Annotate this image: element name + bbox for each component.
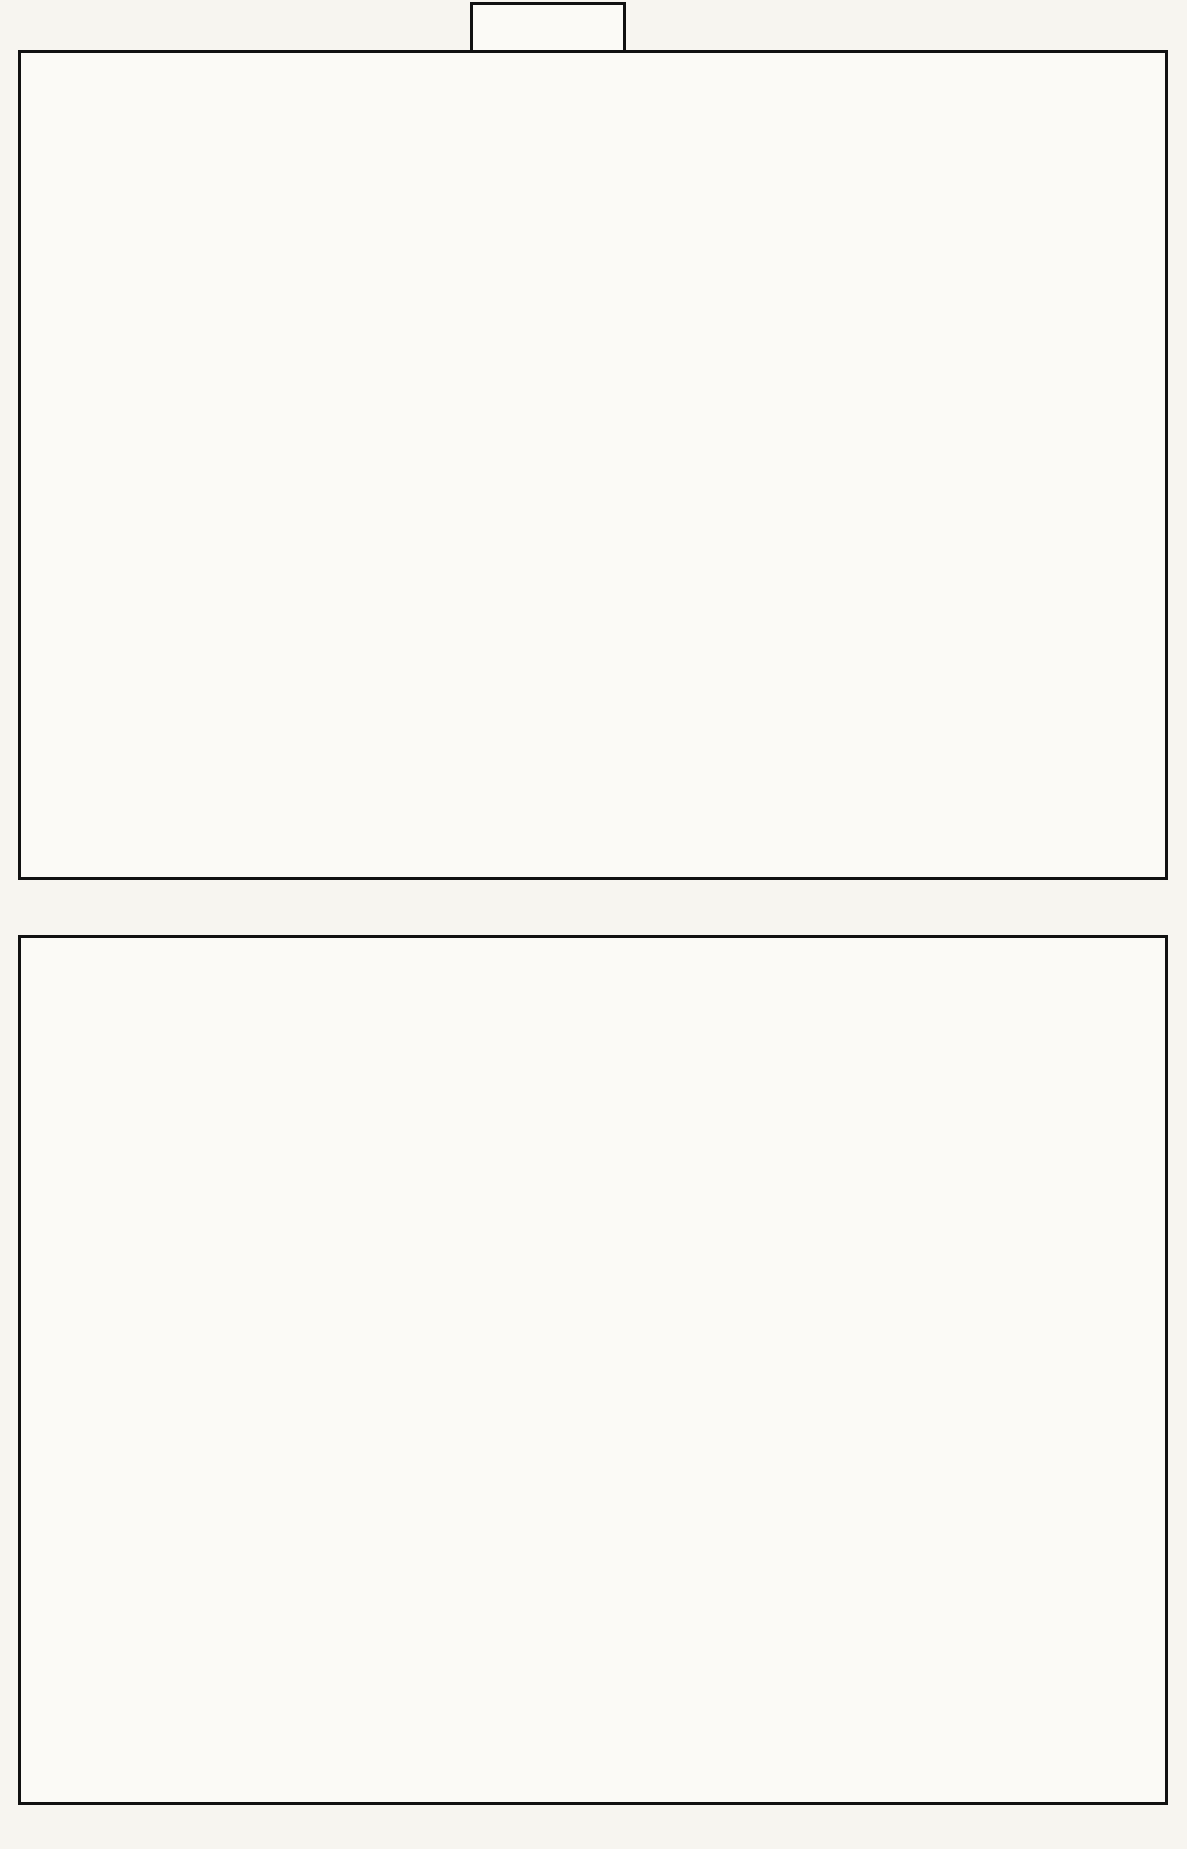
top-page-tab bbox=[470, 2, 626, 57]
bottom-page bbox=[18, 935, 1168, 1805]
top-page bbox=[18, 50, 1168, 880]
